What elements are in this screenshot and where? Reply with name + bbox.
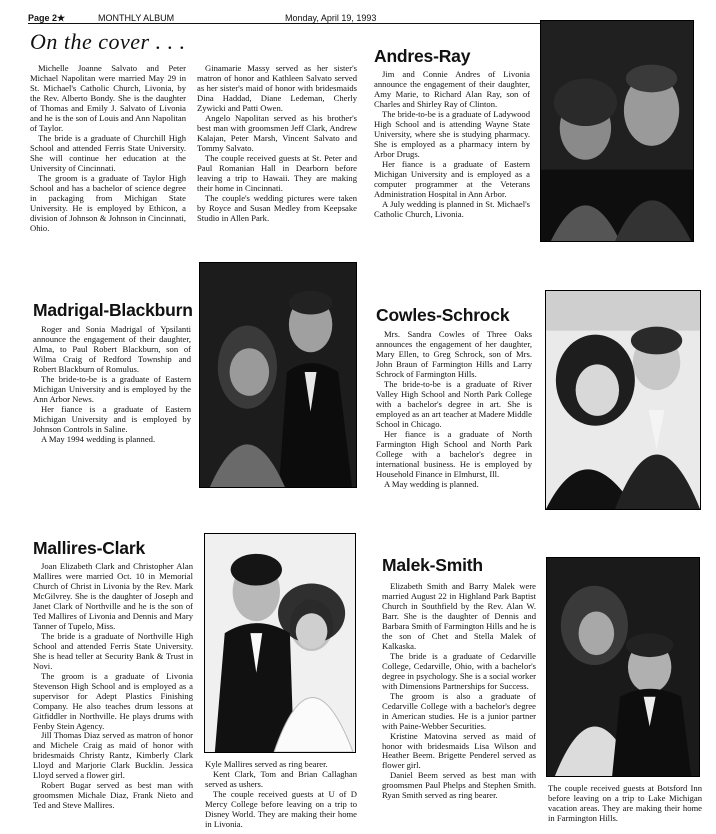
madrigal-blackburn-photo	[199, 262, 357, 488]
cover-paragraph: The couple's wedding pictures were taken by Royce and Susan Medley from Keepsake Studio in Allen Park.	[197, 192, 357, 223]
announcement-paragraph: The couple received guests at Botsford Inn before leaving on a trip to Lake Michigan vacation areas. They are making their home in Farmington Hills.	[548, 783, 702, 823]
section-name: MONTHLY ALBUM	[98, 13, 175, 23]
announcement-paragraph: The bride-to-be is a graduate of Ladywood High School and is attending Wayne State University, where she is studying pharmacy. She is employed as a pharmacy intern by Arbor Drugs.	[374, 108, 530, 159]
mallires-clark-continued	[205, 760, 357, 830]
announcement-paragraph: The bride is a graduate of Northville High School and attended Ferris State University. She is head teller at Security Bank & Trust in Novi.	[33, 630, 193, 671]
announcement-paragraph: The couple received guests at U of D Mercy College before leaving on a trip to Disney World. They are making their home in Livonia.	[205, 788, 357, 829]
announcement-paragraph: A July wedding is planned in St. Michael's Catholic Church, Livonia.	[374, 198, 530, 219]
announcement-paragraph: Elizabeth Smith and Barry Malek were married August 22 in Highland Park Baptist Church in Southfield by the Rev. Alan W. Barr. She is the daughter of Dennis and Barbara Smith of Farmington Hills and he is the son of Chet and Stella Malek of Kalkaska.	[382, 581, 536, 651]
cover-column-1	[30, 64, 186, 233]
cover-column-2	[197, 64, 357, 224]
announcement-paragraph: The groom is also a graduate of Cedarville College with a bachelor's degree in American studies. He is a junior partner with Paine-Webber Securities.	[382, 690, 536, 731]
announcement-paragraph: The groom is a graduate of Livonia Stevenson High School and is employed as a supervisor for Adept Plastics Finishing Company. He also teaches drum lessons at Gitfiddler in Northville. He plays drums with Fenby Stein Agency.	[33, 670, 193, 731]
announcement-paragraph: Mrs. Sandra Cowles of Three Oaks announces the engagement of her daughter, Mary Ellen, to Greg Schrock, son of Mrs. John Braun of Farmington Hills and Larry Schrock of Farmington Hills.	[376, 329, 532, 379]
announcement-paragraph: Kristine Matovina served as maid of honor with bridesmaids Lisa Wilson and Heather Beem. Brigette Penderel served as flower girl.	[382, 730, 536, 771]
cover-paragraph: Angelo Napolitan served as his brother's best man with groomsmen Jeff Clark, Andrew Kalajan, Peter Marsh, Vincent Salvato and Tommy Salvato.	[197, 112, 357, 153]
announcement-paragraph: Her fiance is a graduate of Eastern Michigan University and is employed by Johnson Controls in Saline.	[33, 403, 191, 434]
cover-paragraph: The couple received guests at St. Peter and Paul Romanian Hall in Dearborn before leaving a trip to Hawaii. They are making their home in Cincinnati.	[197, 152, 357, 193]
mallires-clark-photo	[204, 533, 356, 753]
announcement-paragraph: The bride is a graduate of Cedarville College, Cedarville, Ohio, with a bachelor's degree in psychology. She is a social worker with Dimensions Partnerships for Success.	[382, 650, 536, 691]
cover-paragraph: Michelle Joanne Salvato and Peter Michael Napolitan were married May 29 in St. Michael's Catholic Church, Livonia, by the Rev. Alberto Bondy. She is the daughter of Thomas and Emily J. Salvato of Livonia and he is the son of Louis and Ann Napolitan of Taylor.	[30, 63, 186, 133]
andres-ray-heading: Andres-Ray	[374, 46, 471, 66]
announcement-paragraph: Robert Bugar served as best man with groomsmen Michale Diaz, Frank Nieto and Ted and Steve Mallires.	[33, 780, 193, 811]
cowles-schrock-photo	[545, 290, 701, 510]
announcement-paragraph: Kent Clark, Tom and Brian Callaghan served as ushers.	[205, 768, 357, 789]
andres-ray-text	[374, 70, 530, 220]
announcement-paragraph: Roger and Sonia Madrigal of Ypsilanti announce the engagement of their daughter, Alma, to Paul Robert Blackburn, son of Wilma Craig of Redford Township and Robert Blackburn of Romulus.	[33, 324, 191, 374]
announcement-paragraph: Her fiance is a graduate of North Farmington High School and North Park College with a bachelor's degree in international business. He is employed by Household Finance in Elmhurst, Ill.	[376, 428, 532, 479]
malek-smith-photo	[546, 557, 700, 777]
announcement-paragraph: Joan Elizabeth Clark and Christopher Alan Mallires were married Oct. 10 in Memorial Church of Christ in Livonia by the Rev. Mark McGilvrey. She is the daughter of Joseph and Janet Clark of Northville and he is the son of Ted Mallires of Livonia and Dennis and Mary Tanner of Tupelo, Miss.	[33, 561, 193, 631]
issue-date: Monday, April 19, 1993	[285, 13, 377, 23]
announcement-paragraph: The bride-to-be is a graduate of River Valley High School and North Park College with a bachelor's degree in art. She is employed as an art teacher at Madere Middle School in Chicago.	[376, 378, 532, 429]
announcement-paragraph: The bride-to-be is a graduate of Eastern Michigan University and is employed by the Ann Arbor News.	[33, 373, 191, 404]
announcement-paragraph: A May wedding is planned.	[384, 478, 479, 489]
madrigal-blackburn-heading: Madrigal-Blackburn	[33, 300, 193, 320]
announcement-paragraph: Kyle Mallires served as ring bearer.	[205, 759, 328, 769]
cover-title: On the cover . . .	[30, 29, 186, 54]
announcement-paragraph: Jim and Connie Andres of Livonia announce the engagement of their daughter, Amy Marie, to Richard Alan Ray, son of Charles and Shirley Ray of Clinton.	[374, 69, 530, 109]
announcement-paragraph: A May 1994 wedding is planned.	[41, 433, 156, 444]
announcement-paragraph: Daniel Beem served as best man with groomsmen Paul Phelps and Stephen Smith. Ryan Smith served as ring bearer.	[382, 770, 536, 801]
mallires-clark-text	[33, 562, 193, 811]
mallires-clark-heading: Mallires-Clark	[33, 538, 145, 558]
madrigal-blackburn-text	[33, 325, 191, 445]
malek-smith-text	[382, 582, 536, 801]
cowles-schrock-heading: Cowles-Schrock	[376, 305, 510, 325]
cover-paragraph: Ginamarie Massy served as her sister's matron of honor and Kathleen Salvato served as her sister's maid of honor with bridesmaids Dina Haddad, Diane Ledeman, Cherly Zywicki and Patti Owen.	[197, 63, 357, 113]
cover-paragraph: The bride is a graduate of Churchill High School and attended Ferris State University. She will continue her education at the University of Cincinnati.	[30, 132, 186, 173]
malek-smith-continued	[548, 784, 702, 824]
announcement-paragraph: Jill Thomas Diaz served as matron of honor and Michele Craig as maid of honor with bridesmaids Christy Rantz, Kimberly Clark Lloyd and Marjorie Clark Bucklin. Jessica Lloyd served a flower girl.	[33, 730, 193, 781]
andres-ray-photo	[540, 20, 694, 242]
page-number: Page 2★	[28, 13, 66, 23]
cowles-schrock-text	[376, 330, 532, 490]
cover-paragraph: The groom is a graduate of Taylor High School and has a bachelor of science degree in packaging from Michigan State University. He is employed by Ethicon, a division of Johnson & Johnson in Cincinnati, Ohio.	[30, 172, 186, 233]
announcement-paragraph: Her fiance is a graduate of Eastern Michigan University and is employed as a computer programmer at the Veterans Administration Hospital in Ann Arbor.	[374, 158, 530, 199]
malek-smith-heading: Malek-Smith	[382, 555, 483, 575]
